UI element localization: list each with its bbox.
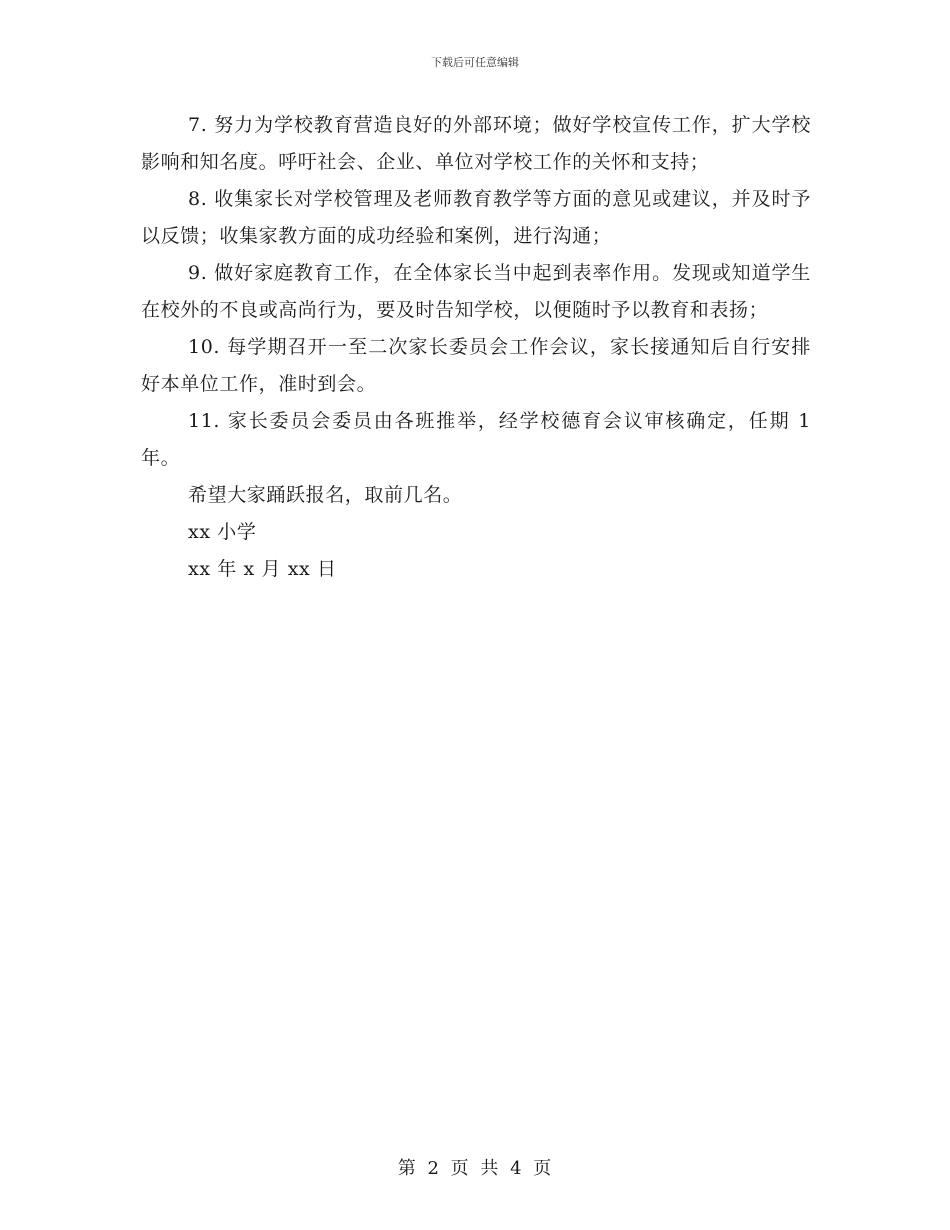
paragraph-item-9: 9. 做好家庭教育工作，在全体家长当中起到表率作用。发现或知道学生在校外的不良或高尚行为，要及时告知学校，以便随时予以教育和表扬； [141,262,811,321]
paragraph-item-7: 7. 努力为学校教育营造良好的外部环境；做好学校宣传工作，扩大学校影响和知名度。呼吁社会、企业、单位对学校工作的关怀和支持； [141,114,811,173]
closing-remark: 希望大家踊跃报名，取前几名。 [188,484,463,506]
paragraph-item-10: 10. 每学期召开一至二次家长委员会工作会议，家长接通知后自行安排好本单位工作，准时到会。 [141,336,811,395]
page-number: 第 2 页 共 4 页 [397,1158,553,1179]
signature-date: xx 年 x 月 xx 日 [188,558,337,580]
paragraph-item-11: 11. 家长委员会委员由各班推举，经学校德育会议审核确定，任期 1 年。 [141,410,811,469]
signature-school: xx 小学 [188,521,257,543]
page-header: 下载后可任意编辑 [431,56,519,69]
paragraph-item-8: 8. 收集家长对学校管理及老师教育教学等方面的意见或建议，并及时予以反馈；收集家教方面的成功经验和案例，进行沟通； [141,188,811,247]
document-body [141,107,811,588]
